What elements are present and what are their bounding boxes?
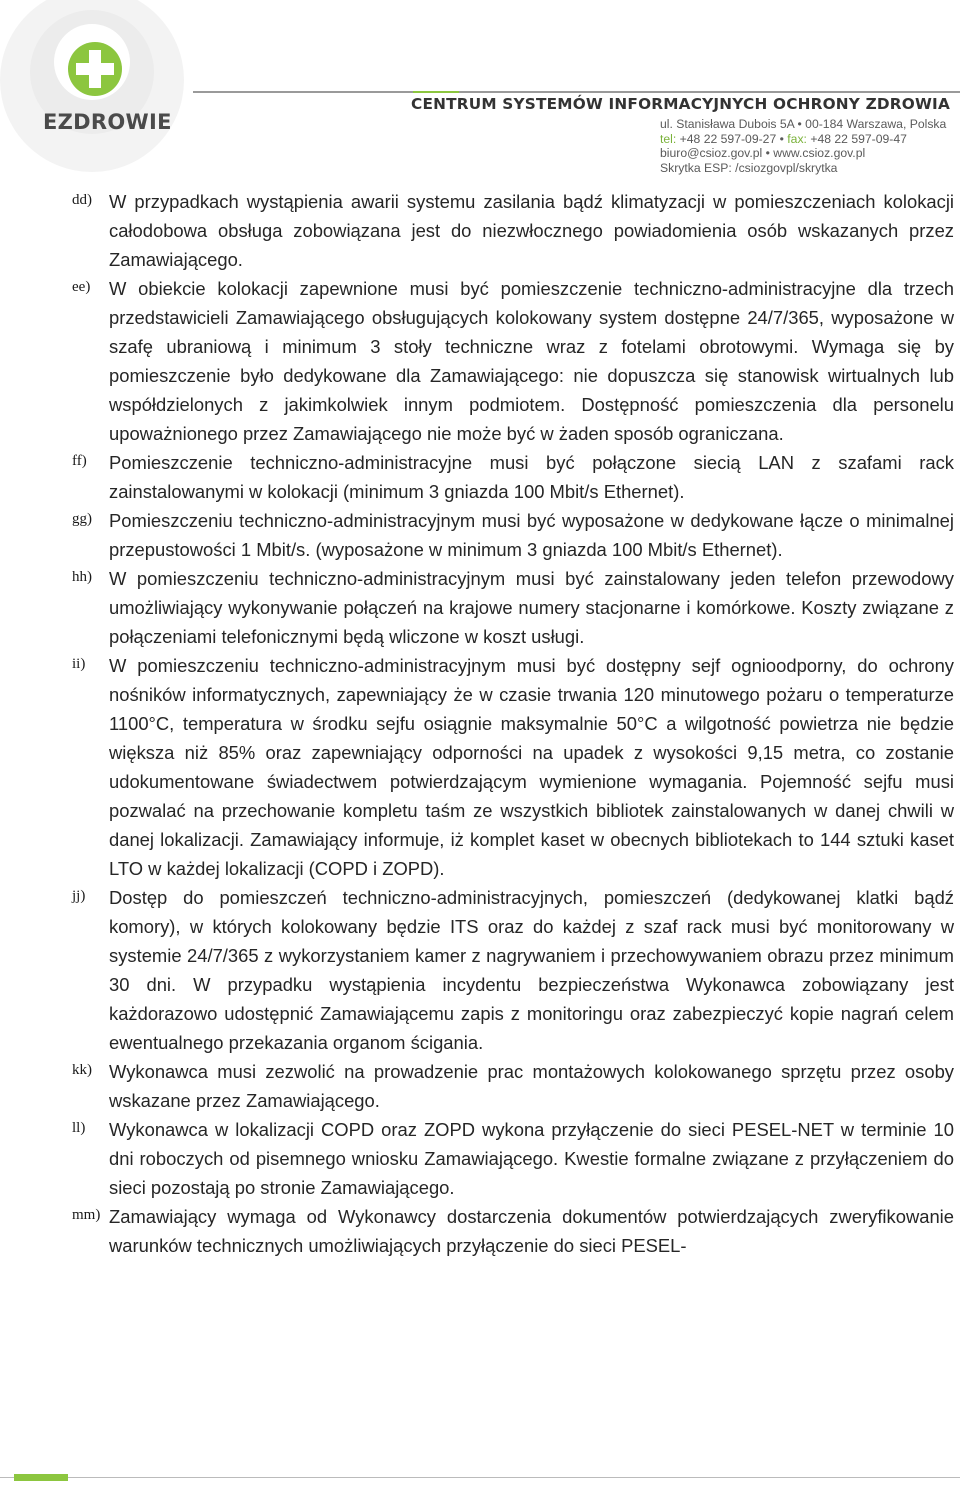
list-marker: kk) bbox=[72, 1062, 92, 1078]
list-item bbox=[68, 651, 954, 883]
ezdrowie-logo-icon bbox=[0, 0, 200, 190]
list-text: W pomieszczeniu techniczno-administracyjnym musi być zainstalowany jeden telefon przewodowy umożliwiający wykonywanie połączeń na krajowe numery stacjonarne i komórkowe. Koszty związane z połączeniami telefonicznymi będą wliczone w koszt usługi. bbox=[109, 568, 954, 647]
fax-number: +48 22 597-09-47 bbox=[810, 131, 907, 146]
phone-fax-line: tel: +48 22 597-09-27 • fax: +48 22 597-09-47 bbox=[660, 131, 907, 146]
list-text: W pomieszczeniu techniczno-administracyjnym musi być dostępny sejf ognioodporny, do ochrony nośników informatycznych, zapewniający że w czasie trwania 120 minutowego pożaru o temperaturze 1100°C, temperatura w środku sejfu osiągnie maksymalnie 50°C a wilgotność powietrza nie będzie większa niż 85% oraz zapewniający odporności na upadek z wysokości 9,15 metra, co zostanie udokumentowane świadectwem potwierdzającym wymienione wymagania. Pojemność sejfu musi pozwalać na przechowanie kompletu taśm ze wszystkich bibliotek zainstalowanych w danej chwili w danej lokalizacji. Zamawiający informuje, iż komplet kaset w obecnych bibliotekach to 144 sztuki kaset LTO w każdej lokalizacji (COPD i ZOPD). bbox=[109, 655, 954, 879]
list-text: W obiekcie kolokacji zapewnione musi być pomieszczenie techniczno-administracyjne dla trzech przedstawicieli Zamawiającego obsługujących kolokowany system dostępne 24/7/365, wyposażone w szafę ubraniową i minimum 3 stoły techniczne wraz z fotelami obrotowymi. Wymaga się by pomieszczenie było dedykowane dla Zamawiającego: nie dopuszcza się stanowisk wirtualnych lub współdzielonych z jakimkolwiek innym podmiotem. Dostępność pomieszczenia dla personelu upoważnionego przez Zamawiającego nie może być w żaden sposób ograniczana. bbox=[109, 278, 954, 444]
footer-divider bbox=[0, 1477, 960, 1478]
list-item bbox=[68, 187, 954, 274]
list-item bbox=[68, 1202, 954, 1260]
list-marker: hh) bbox=[72, 569, 92, 585]
footer-accent bbox=[14, 1474, 68, 1481]
document-body bbox=[68, 187, 954, 1260]
list-marker: dd) bbox=[72, 192, 92, 208]
email-link[interactable]: biuro@csioz.gov.pl bbox=[660, 146, 763, 160]
list-item bbox=[68, 506, 954, 564]
list-marker: gg) bbox=[72, 511, 92, 527]
list-marker: ii) bbox=[72, 656, 86, 672]
header-accent bbox=[413, 91, 459, 93]
list-marker: ee) bbox=[72, 279, 91, 295]
fax-label: fax: bbox=[787, 131, 807, 146]
list-marker: ll) bbox=[72, 1120, 86, 1136]
list-text: W przypadkach wystąpienia awarii systemu zasilania bądź klimatyzacji w pomieszczeniach kolokacji całodobowa obsługa zobowiązana jest do niezwłocznego powiadomienia osób wskazanych przez Zamawiającego. bbox=[109, 191, 954, 270]
tel-number: +48 22 597-09-27 bbox=[679, 131, 777, 146]
list-text: Pomieszczenie techniczno-administracyjne musi być połączone siecią LAN z szafami rack zainstalowanymi w kolokacji (minimum 3 gniazda 100 Mbit/s Ethernet). bbox=[109, 452, 954, 502]
organization-name: CENTRUM SYSTEMÓW INFORMACYJNYCH OCHRONY ZDROWIA bbox=[411, 95, 950, 113]
list-item bbox=[68, 448, 954, 506]
header-divider bbox=[193, 91, 960, 93]
email-www-line: biuro@csioz.gov.pl • www.csioz.gov.pl bbox=[660, 146, 866, 160]
list-item bbox=[68, 1115, 954, 1202]
list-item bbox=[68, 883, 954, 1057]
list-marker: mm) bbox=[72, 1207, 101, 1223]
list-text: Wykonawca w lokalizacji COPD oraz ZOPD wykona przyłączenie do sieci PESEL-NET w terminie 10 dni roboczych od pisemnego wniosku Zamawiającego. Kwestie formalne związane z przyłączeniem do sieci pozostają po stronie Zamawiającego. bbox=[109, 1119, 954, 1198]
logo-wordmark: EZDROWIE bbox=[43, 110, 172, 134]
list-marker: jj) bbox=[72, 888, 86, 904]
list-marker: ff) bbox=[72, 453, 87, 469]
skrytka: Skrytka ESP: /csiozgovpl/skrytka bbox=[660, 160, 838, 175]
contact-block bbox=[660, 117, 950, 175]
list-item bbox=[68, 274, 954, 448]
list-text: Dostęp do pomieszczeń techniczno-administracyjnych, pomieszczeń (dedykowanej klatki bądź komory), w których kolokowany będzie ITS oraz do każdej z szaf rack musi być monitorowany w systemie 24/7/365 z wykorzystaniem kamer z nagrywaniem i przechowywaniem obrazu przez minimum 30 dni. W przypadku wystąpienia incydentu bezpieczeństwa Wykonawca zobowiązany jest każdorazowo udostępnić Zamawiającemu zapis z monitoringu oraz zabezpieczyć kopie nagrań celem ewentualnego przekazania organom ścigania. bbox=[109, 887, 954, 1053]
address: ul. Stanisława Dubois 5A • 00-184 Warszawa, Polska bbox=[660, 117, 947, 131]
list-text: Pomieszczeniu techniczno-administracyjnym musi być wyposażone w dedykowane łącze o minimalnej przepustowości 1 Mbit/s. (wyposażone w minimum 3 gniazda 100 Mbit/s Ethernet). bbox=[109, 510, 954, 560]
list-text: Wykonawca musi zezwolić na prowadzenie prac montażowych kolokowanego sprzętu przez osoby wskazane przez Zamawiającego. bbox=[109, 1061, 954, 1111]
page-header bbox=[0, 0, 960, 190]
www-link[interactable]: www.csioz.gov.pl bbox=[773, 146, 866, 160]
tel-label: tel: bbox=[660, 131, 677, 146]
list-item bbox=[68, 564, 954, 651]
list-text: Zamawiający wymaga od Wykonawcy dostarczenia dokumentów potwierdzających zweryfikowanie warunków technicznych umożliwiających przyłączenie do sieci PESEL- bbox=[109, 1206, 954, 1256]
list-item bbox=[68, 1057, 954, 1115]
